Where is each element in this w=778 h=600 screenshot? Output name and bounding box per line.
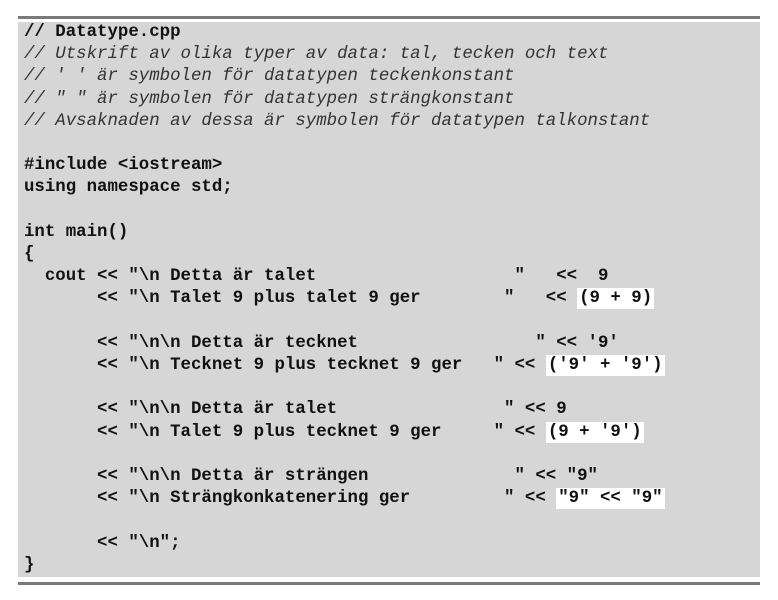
open-brace: { — [24, 245, 35, 265]
code-block — [24, 22, 665, 577]
code-line: << "\n Strängkonkatenering ger " << — [24, 489, 557, 509]
close-brace: } — [24, 555, 35, 575]
comment-line: // Utskrift av olika typer av data: tal, tecken och text — [24, 45, 609, 65]
highlighted-expression: "9" << "9" — [558, 489, 663, 509]
include-directive: #include <iostream> — [24, 156, 223, 176]
comment-line: // ' ' är symbolen för datatypen teckenkonstant — [24, 67, 515, 87]
code-line: << "\n\n Detta är strängen " << "9" — [24, 467, 598, 487]
code-listing — [18, 22, 760, 577]
highlighted-expression: (9 + 9) — [579, 289, 653, 309]
comment-line: // Avsaknaden av dessa är symbolen för datatypen talkonstant — [24, 111, 651, 131]
top-rule — [18, 16, 760, 19]
code-line: << "\n\n Detta är talet " << 9 — [24, 400, 567, 420]
code-line: << "\n"; — [24, 533, 181, 553]
highlighted-expression: (9 + '9') — [547, 422, 642, 442]
using-directive: using namespace std; — [24, 178, 233, 198]
comment-line: // " " är symbolen för datatypen strängkonstant — [24, 89, 515, 109]
code-line: << "\n Talet 9 plus talet 9 ger " << — [24, 289, 578, 309]
code-line: << "\n Tecknet 9 plus tecknet 9 ger " << — [24, 356, 546, 376]
bottom-rule — [18, 582, 760, 585]
code-line: cout << "\n Detta är talet " << 9 — [24, 267, 609, 287]
highlighted-expression: ('9' + '9') — [547, 356, 663, 376]
code-line: << "\n Talet 9 plus tecknet 9 ger " << — [24, 422, 546, 442]
file-header-comment: // Datatype.cpp — [24, 23, 181, 42]
main-signature: int main() — [24, 222, 129, 242]
code-line: << "\n\n Detta är tecknet " << '9' — [24, 333, 619, 353]
